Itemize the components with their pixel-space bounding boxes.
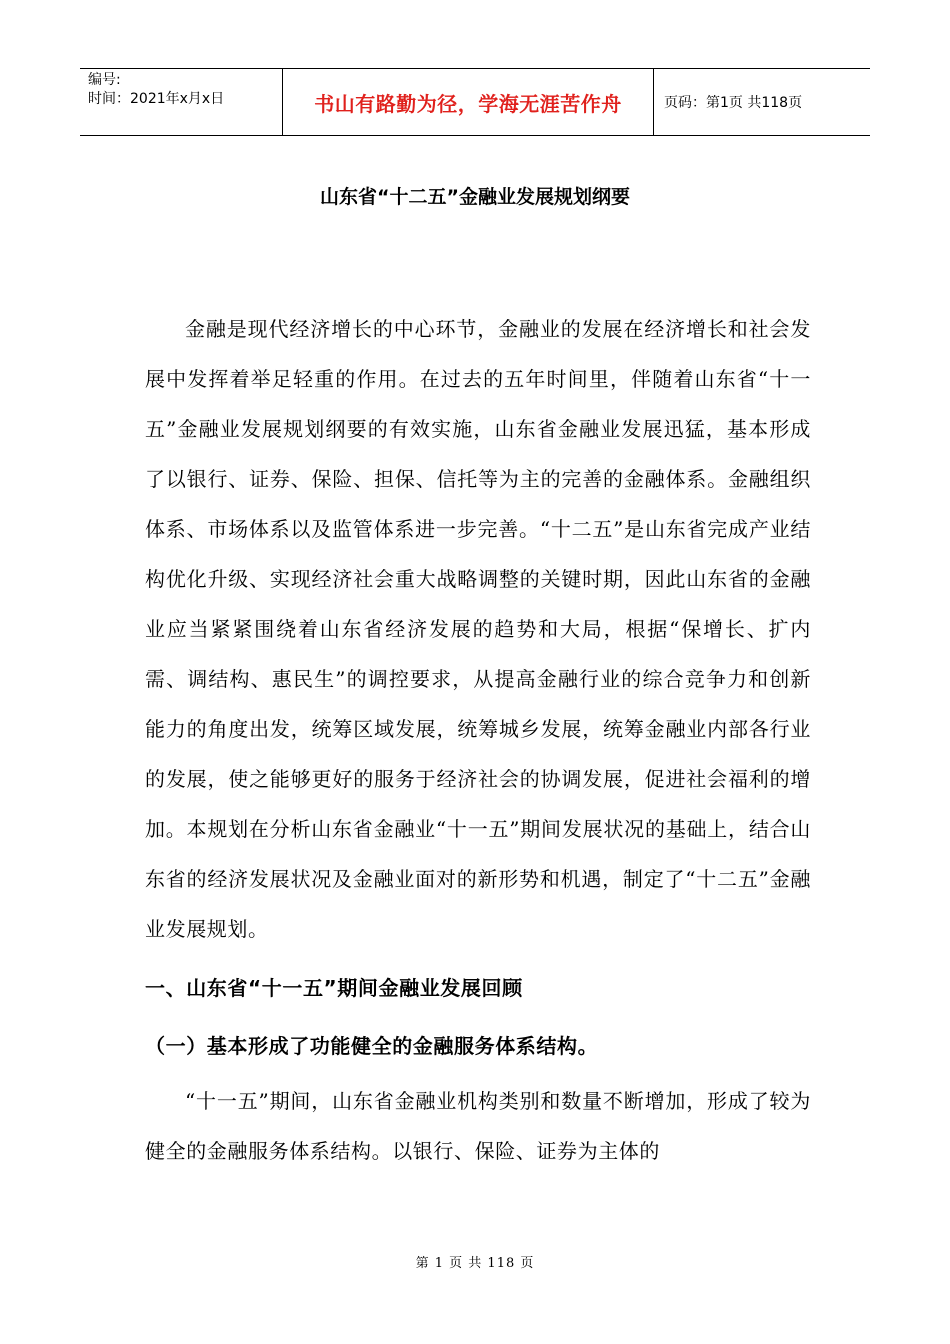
header-meta: [80, 69, 282, 135]
document-header: [80, 68, 870, 136]
paragraph-intro: 金融是现代经济增长的中心环节，金融业的发展在经济增长和社会发展中发挥着举足轻重的作用。在过去的五年时间里，伴随着山东省“十一五”金融业发展规划纲要的有效实施，山东省金融业发展迅猛，基本形成了以银行、证券、保险、担保、信托等为主的完善的金融体系。金融组织体系、市场体系以及监管体系进一步完善。“十二五”是山东省完成产业结构优化升级、实现经济社会重大战略调整的关键时期，因此山东省的金融业应当紧紧围绕着山东省经济发展的趋势和大局，根据“保增长、扩内需、调结构、惠民生”的调控要求，从提高金融行业的综合竞争力和创新能力的角度出发，统筹区域发展，统筹城乡发展，统筹金融业内部各行业的发展，使之能够更好的服务于经济社会的协调发展，促进社会福利的增加。本规划在分析山东省金融业“十一五”期间发展状况的基础上，结合山东省的经济发展状况及金融业面对的新形势和机遇，制定了“十二五”金融业发展规划。: [145, 317, 811, 941]
section-heading: 一、山东省“十一五”期间金融业发展回顾: [145, 976, 523, 1000]
code-label: 编号:: [88, 72, 121, 88]
date-label: 时间：2021年x月x日: [88, 91, 225, 107]
subsection-heading: （一）基本形成了功能健全的金融服务体系结构。: [145, 1034, 599, 1058]
document-title: 山东省“十二五”金融业发展规划纲要: [320, 186, 630, 208]
page-footer: 第 1 页 共 118 页: [415, 1256, 535, 1271]
document-body: [145, 304, 811, 1176]
paragraph-subsection: “十一五”期间，山东省金融业机构类别和数量不断增加，形成了较为健全的金融服务体系结构。以银行、保险、证券为主体的: [145, 1089, 811, 1163]
header-motto: 书山有路勤为径，学海无涯苦作舟: [282, 69, 654, 135]
header-page-info: 页码：第1页 共118页: [664, 95, 803, 111]
